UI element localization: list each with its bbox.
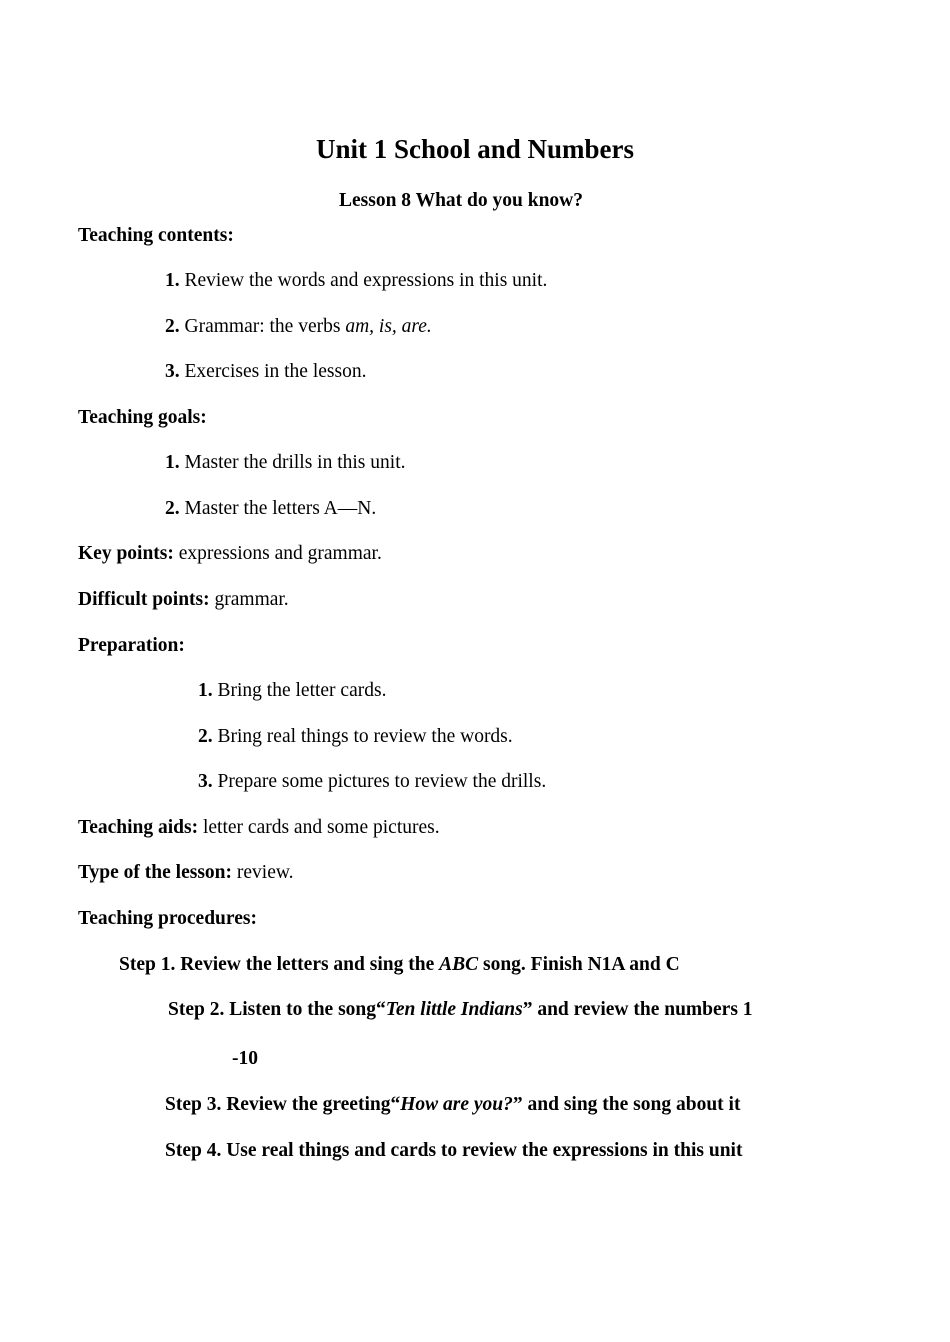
key-points-label: Key points: bbox=[78, 543, 174, 564]
teaching-contents-heading: Teaching contents: bbox=[78, 225, 234, 246]
step-2-text: Step 2. Listen to the song“ bbox=[168, 999, 386, 1020]
key-points bbox=[78, 543, 382, 565]
step-1-text-end: song. Finish N1A and C bbox=[478, 954, 680, 975]
lesson-type-label: Type of the lesson: bbox=[78, 862, 233, 883]
step-2 bbox=[168, 999, 753, 1021]
content-item-2 bbox=[165, 316, 432, 338]
teaching-procedures-heading: Teaching procedures: bbox=[78, 908, 257, 929]
goal-item-2-text: Master the letters A—N. bbox=[179, 498, 377, 519]
content-item-3 bbox=[165, 361, 366, 383]
difficult-points-label: Difficult points: bbox=[78, 589, 210, 610]
content-item-1-text: Review the words and expressions in this unit. bbox=[179, 270, 548, 291]
step-2-continuation: -10 bbox=[232, 1048, 258, 1069]
step-1-text: Step 1. Review the letters and sing the bbox=[119, 954, 440, 975]
teaching-goals-heading: Teaching goals: bbox=[78, 407, 207, 428]
preparation-item-2-number: 2. bbox=[198, 726, 213, 747]
preparation-item-3 bbox=[198, 771, 546, 793]
goal-item-1 bbox=[165, 452, 405, 474]
lesson-subtitle: Lesson 8 What do you know? bbox=[338, 190, 583, 211]
preparation-item-2-text: Bring real things to review the words. bbox=[212, 726, 513, 747]
step-2-text-end: ” and review the numbers 1 bbox=[522, 999, 753, 1020]
step-2-song-name: Ten little Indians bbox=[385, 999, 523, 1020]
step-1 bbox=[119, 954, 680, 976]
difficult-points bbox=[78, 589, 289, 611]
key-points-value: expressions and grammar. bbox=[173, 543, 382, 564]
content-item-2-number: 2. bbox=[165, 316, 180, 337]
step-3-text-end: ” and sing the song about it bbox=[512, 1094, 741, 1115]
goal-item-2-number: 2. bbox=[165, 498, 180, 519]
step-1-song-name: ABC bbox=[439, 954, 479, 975]
page-title: Unit 1 School and Numbers bbox=[315, 134, 635, 164]
preparation-heading: Preparation: bbox=[78, 635, 185, 656]
preparation-item-1 bbox=[198, 680, 386, 702]
preparation-item-3-text: Prepare some pictures to review the drills. bbox=[212, 771, 547, 792]
lesson-type-value: review. bbox=[232, 862, 294, 883]
content-item-3-number: 3. bbox=[165, 361, 180, 382]
preparation-item-3-number: 3. bbox=[198, 771, 213, 792]
teaching-aids-label: Teaching aids: bbox=[78, 817, 199, 838]
lesson-type bbox=[78, 862, 294, 884]
goal-item-1-text: Master the drills in this unit. bbox=[179, 452, 406, 473]
content-item-2-text: Grammar: the verbs bbox=[179, 316, 346, 337]
preparation-item-1-text: Bring the letter cards. bbox=[212, 680, 387, 701]
content-item-1-number: 1. bbox=[165, 270, 180, 291]
content-item-2-verbs: am, is, are. bbox=[345, 316, 432, 337]
preparation-item-2 bbox=[198, 726, 513, 748]
content-item-3-text: Exercises in the lesson. bbox=[179, 361, 367, 382]
content-item-1 bbox=[165, 270, 547, 292]
goal-item-2 bbox=[165, 498, 376, 520]
teaching-aids-value: letter cards and some pictures. bbox=[198, 817, 440, 838]
step-3-text: Step 3. Review the greeting“ bbox=[165, 1094, 401, 1115]
teaching-aids bbox=[78, 817, 440, 839]
difficult-points-value: grammar. bbox=[209, 589, 289, 610]
step-4: Step 4. Use real things and cards to review the expressions in this unit bbox=[165, 1140, 743, 1161]
step-3 bbox=[165, 1094, 740, 1116]
step-3-greeting: How are you? bbox=[400, 1094, 513, 1115]
preparation-item-1-number: 1. bbox=[198, 680, 213, 701]
goal-item-1-number: 1. bbox=[165, 452, 180, 473]
